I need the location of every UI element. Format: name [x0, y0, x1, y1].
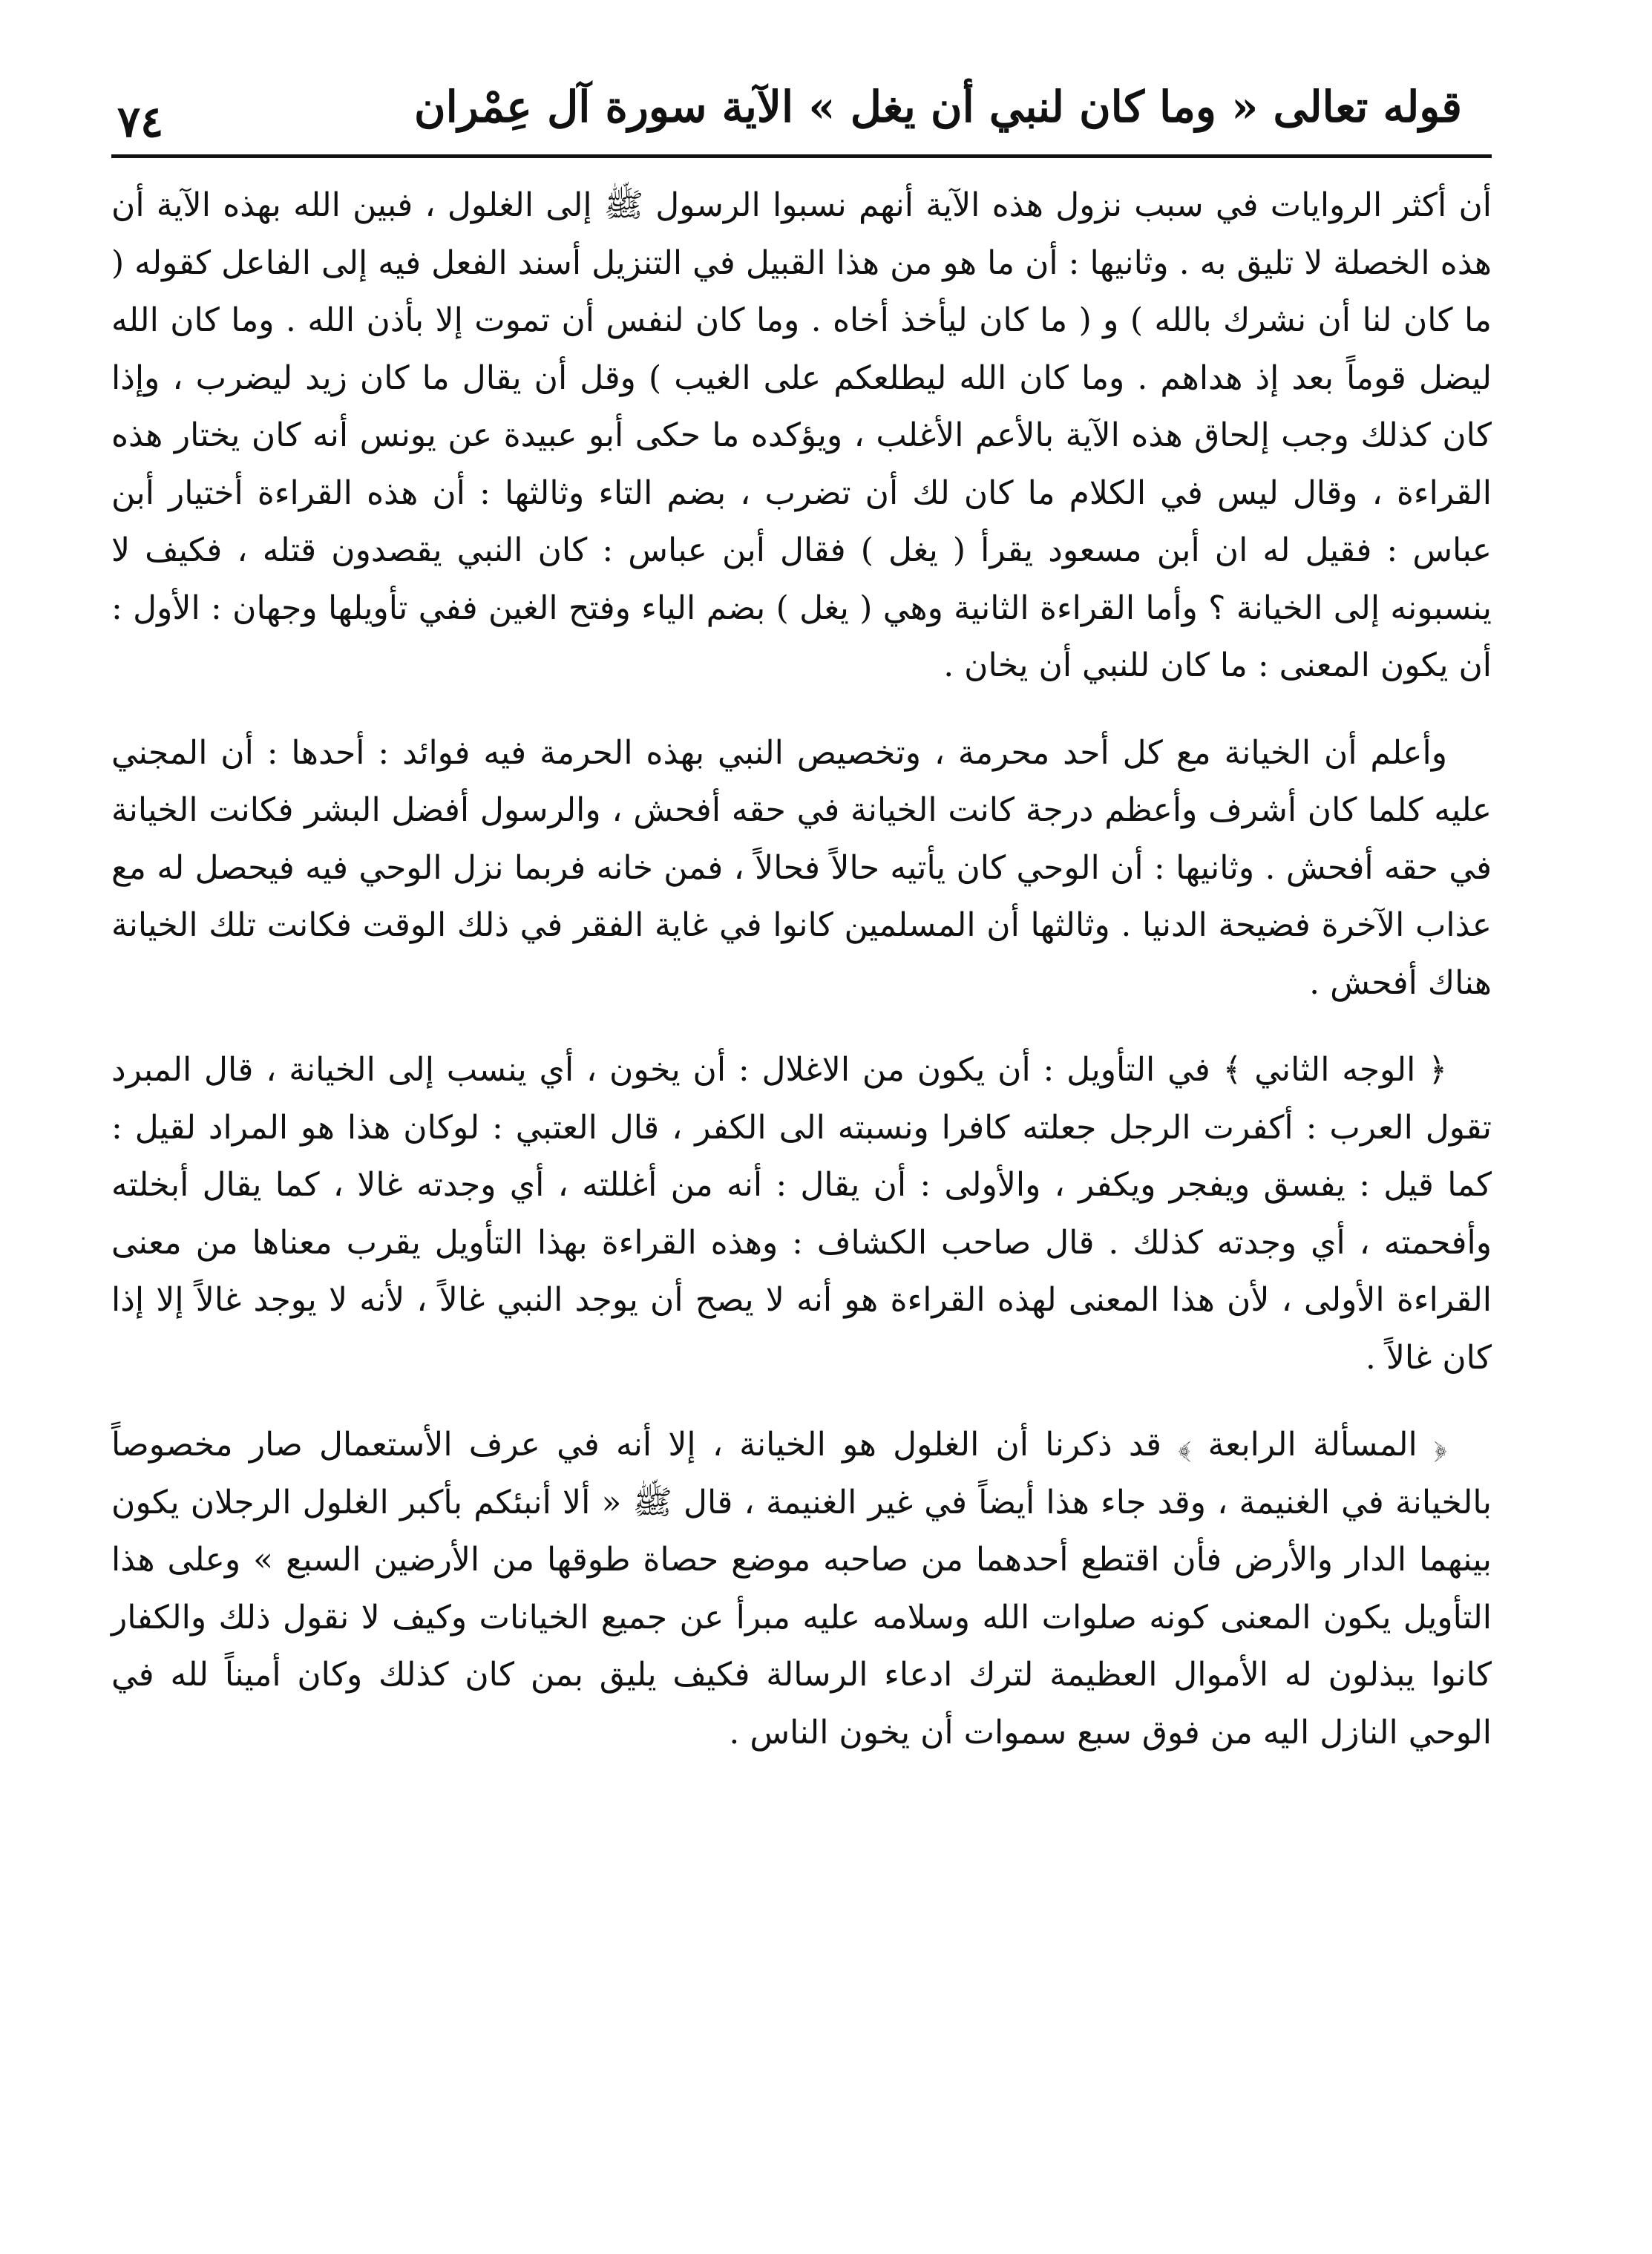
paragraph-3: ﴿ الوجه الثاني ﴾ في التأويل : أن يكون من الاغلال : أن يخون ، أي ينسب إلى الخيانة ، قال المبرد تقول العرب : أكفرت الرجل جعلته كافرا ونسبته الى الكفر ، قال العتبي : لوكان هذا هو المراد لقيل : كما قيل : يفسق ويفجر ويكفر ، والأولى : أن يقال : أنه من أغللته ، أي وجدته غالا ، كما يقال أبخلته وأفحمته ، أي وجدته كذلك . قال صاحب الكشاف : وهذه القراءة بهذا التأويل يقرب معناها من معنى القراءة الأولى ، لأن هذا المعنى لهذه القراءة هو أنه لا يصح أن يوجد النبي غالاً ، لأنه لا يوجد غالاً إلا إذا كان غالاً .: [111, 1051, 1492, 1377]
page-header: [111, 82, 1492, 148]
paragraph-2: وأعلم أن الخيانة مع كل أحد محرمة ، وتخصيص النبي بهذه الحرمة فيه فوائد : أحدها : أن المجني عليه كلما كان أشرف وأعظم درجة كانت الخيانة في حقه أفحش ، والرسول أفضل البشر فكانت الخيانة في حقه أفحش . وثانيها : أن الوحي كان يأتيه حالاً فحالاً ، فمن خانه فربما نزل الوحي فيه فيحصل له مع عذاب الآخرة فضيحة الدنيا . وثالثها أن المسلمين كانوا في غاية الفقر في ذلك الوقت فكانت تلك الخيانة هناك أفحش .: [111, 733, 1492, 1002]
paragraph-1: أن أكثر الروايات في سبب نزول هذه الآية أنهم نسبوا الرسول ﷺ إلى الغلول ، فبين الله بهذه الآية أن هذه الخصلة لا تليق به . وثانيها : أن ما هو من هذا القبيل في التنزيل أسند الفعل فيه إلى الفاعل كقوله ( ما كان لنا أن نشرك بالله ) و ( ما كان ليأخذ أخاه . وما كان لنفس أن تموت إلا بأذن الله . وما كان الله ليضل قوماً بعد إذ هداهم . وما كان الله ليطلعكم على الغيب ) وقل أن يقال ما كان زيد ليضرب ، وإذا كان كذلك وجب إلحاق هذه الآية بالأعم الأغلب ، ويؤكده ما حكى أبو عبيدة عن يونس أنه كان يختار هذه القراءة ، وقال ليس في الكلام ما كان لك أن تضرب ، بضم التاء وثالثها : أن هذه القراءة أختيار أبن عباس : فقيل له ان أبن مسعود يقرأ ( يغل ) فقال أبن عباس : كان النبي يقصدون قتله ، فكيف لا ينسبونه إلى الخيانة ؟ وأما القراءة الثانية وهي ( يغل ) بضم الياء وفتح الغين ففي تأويلها وجهان : الأول : أن يكون المعنى : ما كان للنبي أن يخان .: [111, 186, 1492, 684]
header-rule: [111, 154, 1492, 158]
paragraph-4: ﴿ المسألة الرابعة ﴾ قد ذكرنا أن الغلول هو الخيانة ، إلا أنه في عرف الأستعمال صار مخصوصاً بالخيانة في الغنيمة ، وقد جاء هذا أيضاً في غير الغنيمة ، قال ﷺ « ألا أنبئكم بأكبر الغلول الرجلان يكون بينهما الدار والأرض فأن اقتطع أحدهما من صاحبه موضع حصاة طوقها من الأرضين السبع » وعلى هذا التأويل يكون المعنى كونه صلوات الله وسلامه عليه مبرأ عن جميع الخيانات وكيف لا نقول ذلك والكفار كانوا يبذلون له الأموال العظيمة لترك ادعاء الرسالة فكيف يليق بمن كان كذلك وكان أميناً لله في الوحي النازل اليه من فوق سبع سموات أن يخون الناس .: [111, 1426, 1492, 1752]
page-number: ٧٤: [117, 96, 164, 147]
body-text: [111, 177, 1492, 1761]
running-title: قوله تعالى « وما كان لنبي أن يغل » الآية سورة آل عِمْران: [414, 82, 1462, 132]
book-page: [111, 82, 1492, 2204]
